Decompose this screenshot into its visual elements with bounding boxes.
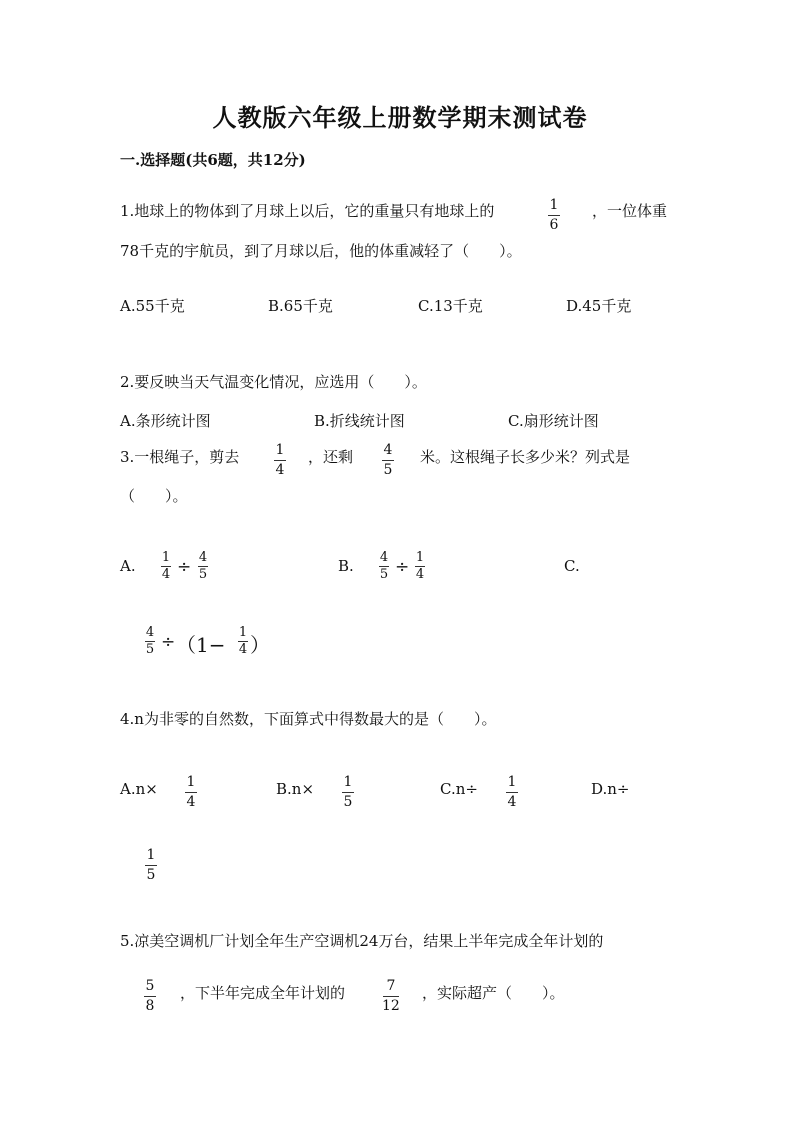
q4-option-c-fraction bbox=[506, 774, 518, 811]
fraction-denominator: 5 bbox=[379, 567, 389, 582]
q4-option-d-fraction bbox=[145, 847, 157, 884]
fraction-numerator: 1 bbox=[146, 847, 156, 863]
fraction-bar bbox=[548, 215, 560, 216]
q5-text-cont: ，下半年完成全年计划的 bbox=[180, 984, 346, 1002]
fraction-bar bbox=[506, 792, 518, 793]
fraction-denominator: 4 bbox=[238, 642, 248, 657]
q1-line2: 78千克的宇航员，到了月球以后，他的体重减轻了（ ）。 bbox=[120, 242, 522, 260]
fraction-denominator: 5 bbox=[343, 794, 353, 810]
q5-text: 5.凉美空调机厂计划全年生产空调机24万台，结果上半年完成全年计划的 bbox=[120, 932, 604, 950]
fraction-denominator: 4 bbox=[275, 462, 285, 478]
q4-option-a-label: A.n× bbox=[120, 780, 158, 798]
fraction-numerator: 4 bbox=[198, 550, 208, 565]
fraction-numerator: 4 bbox=[379, 550, 389, 565]
q3-option-a-label: A. bbox=[120, 557, 136, 575]
q4-option-c-label: C.n÷ bbox=[440, 780, 478, 798]
q1-fraction bbox=[548, 197, 560, 234]
fraction-bar bbox=[383, 996, 399, 997]
q4-option-b-label: B.n× bbox=[276, 780, 315, 798]
q4-text: 4.n为非零的自然数，下面算式中得数最大的是（ ）。 bbox=[120, 710, 497, 728]
q2-text: 2.要反映当天气温变化情况，应选用（ ）。 bbox=[120, 373, 427, 391]
q3-text-end: 米。这根绳子长多少米？列式是 bbox=[420, 448, 631, 466]
fraction-numerator: 1 bbox=[275, 442, 285, 458]
q3-option-b-label: B. bbox=[338, 557, 354, 575]
q2-option-a: A.条形统计图 bbox=[120, 412, 211, 430]
q5-fraction-second-half bbox=[382, 978, 400, 1015]
q4-option-a-fraction bbox=[185, 774, 197, 811]
division-sign: ÷ bbox=[395, 557, 410, 577]
q3-fraction-cut bbox=[274, 442, 286, 479]
division-sign: ÷ bbox=[161, 632, 176, 652]
q1-option-c: C.13千克 bbox=[418, 297, 483, 315]
fraction-numerator: 1 bbox=[549, 197, 559, 213]
q3-option-c-label: C. bbox=[564, 557, 580, 575]
fraction-denominator: 5 bbox=[145, 642, 155, 657]
q3-fraction-left bbox=[382, 442, 394, 479]
fraction-denominator: 4 bbox=[186, 794, 196, 810]
fraction-numerator: 5 bbox=[145, 978, 155, 994]
fraction-numerator: 1 bbox=[343, 774, 353, 790]
q3-option-c-close-paren: ） bbox=[250, 633, 270, 657]
q3-text-cont: ，还剩 bbox=[308, 448, 354, 466]
q4-option-b-fraction bbox=[342, 774, 354, 811]
fraction-bar bbox=[274, 460, 286, 461]
q4-option-d-label: D.n÷ bbox=[591, 780, 630, 798]
q3-option-b-fraction-2 bbox=[415, 551, 425, 582]
q5-fraction-first-half bbox=[144, 978, 156, 1015]
q1-option-a: A.55千克 bbox=[120, 297, 185, 315]
q3-option-c-fraction-1 bbox=[145, 626, 155, 657]
q3-option-c-open-paren: （1− bbox=[176, 633, 226, 657]
fraction-numerator: 4 bbox=[145, 625, 155, 640]
fraction-numerator: 4 bbox=[383, 442, 393, 458]
section-heading: 一.选择题(共6题，共12分) bbox=[120, 151, 306, 169]
q3-option-a-fraction-1 bbox=[161, 551, 171, 582]
fraction-numerator: 1 bbox=[186, 774, 196, 790]
fraction-bar bbox=[145, 865, 157, 866]
fraction-numerator: 1 bbox=[415, 550, 425, 565]
fraction-bar bbox=[144, 996, 156, 997]
page-title: 人教版六年级上册数学期末测试卷 bbox=[212, 103, 588, 132]
q3-line2: （ ）。 bbox=[120, 487, 188, 505]
fraction-denominator: 4 bbox=[161, 567, 171, 582]
fraction-numerator: 1 bbox=[238, 625, 248, 640]
q1-text: 1.地球上的物体到了月球上以后，它的重量只有地球上的 bbox=[120, 202, 495, 220]
fraction-denominator: 8 bbox=[145, 998, 155, 1014]
division-sign: ÷ bbox=[177, 557, 192, 577]
fraction-numerator: 1 bbox=[507, 774, 517, 790]
fraction-numerator: 1 bbox=[161, 550, 171, 565]
fraction-denominator: 5 bbox=[383, 462, 393, 478]
q1-option-d: D.45千克 bbox=[566, 297, 632, 315]
fraction-bar bbox=[342, 792, 354, 793]
q3-option-c-fraction-2 bbox=[238, 626, 248, 657]
fraction-denominator: 5 bbox=[198, 567, 208, 582]
fraction-denominator: 6 bbox=[549, 217, 559, 233]
fraction-bar bbox=[185, 792, 197, 793]
fraction-bar bbox=[382, 460, 394, 461]
q2-option-c: C.扇形统计图 bbox=[508, 412, 599, 430]
q3-option-a-fraction-2 bbox=[198, 551, 208, 582]
q3-text: 3.一根绳子，剪去 bbox=[120, 448, 240, 466]
fraction-denominator: 12 bbox=[382, 998, 400, 1014]
q5-text-end: ，实际超产（ ）。 bbox=[422, 984, 565, 1002]
q1-text-cont: ，一位体重 bbox=[592, 202, 668, 220]
q1-option-b: B.65千克 bbox=[268, 297, 333, 315]
fraction-denominator: 4 bbox=[507, 794, 517, 810]
fraction-numerator: 7 bbox=[386, 978, 396, 994]
q2-option-b: B.折线统计图 bbox=[314, 412, 405, 430]
fraction-denominator: 4 bbox=[415, 567, 425, 582]
fraction-denominator: 5 bbox=[146, 867, 156, 883]
q3-option-b-fraction-1 bbox=[379, 551, 389, 582]
